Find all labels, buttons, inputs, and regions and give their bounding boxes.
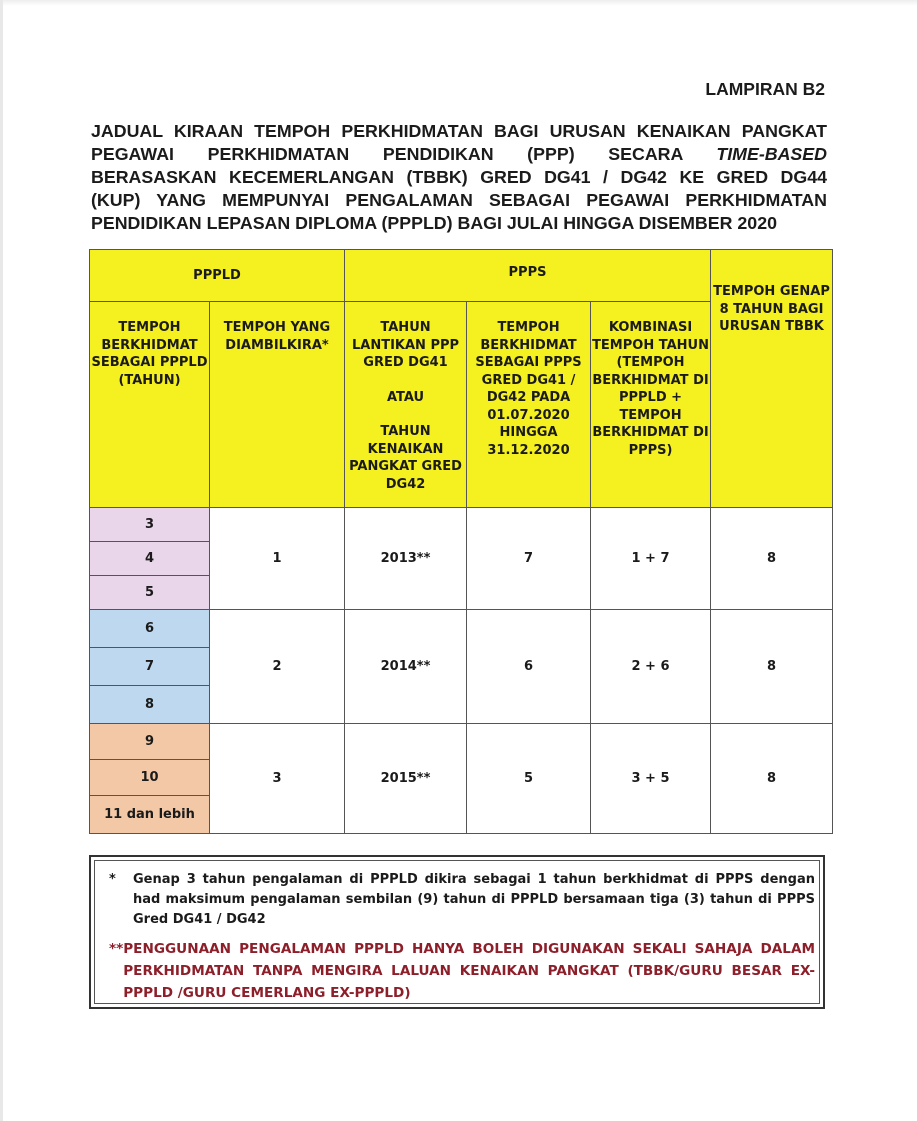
year-cell: 11 dan lebih (90, 796, 210, 834)
header-kombinasi: KOMBINASI TEMPOH TAHUN (TEMPOH BERKHIDMAT DI PPPLD + TEMPOH BERKHIDMAT DI PPPS) (591, 302, 711, 508)
note1-text: Genap 3 tahun pengalaman di PPPLD dikira sebagai 1 tahun berkhidmat di PPPS dengan had maksimum pengalaman sembilan (9) tahun di PPPLD bersamaan tiga (3) tahun di PPPS Gred DG41 / DG42 (133, 872, 815, 927)
header-tahun-lantikan-text: TAHUN LANTIKAN PPP GRED DG41 (351, 320, 460, 370)
table-row (90, 508, 833, 542)
kombinasi-cell: 3 + 5 (591, 724, 711, 834)
year-cell: 9 (90, 724, 210, 760)
group-header-pppld: PPPLD (90, 250, 345, 302)
group-header-ppps: PPPS (345, 250, 711, 302)
year-cell: 3 (90, 508, 210, 542)
tahun-cell: 2014** (345, 610, 467, 724)
genap-cell: 8 (711, 724, 833, 834)
notes-box (89, 855, 825, 1009)
service-period-table (89, 249, 833, 834)
year-cell: 6 (90, 610, 210, 648)
header-tahun-lantikan (345, 302, 467, 508)
year-cell: 5 (90, 576, 210, 610)
year-cell: 10 (90, 760, 210, 796)
title-line-5: PENDIDIKAN LEPASAN DIPLOMA (PPPLD) BAGI JULAI HINGGA DISEMBER 2020 (91, 213, 777, 233)
group-header-row (90, 250, 833, 302)
note1-marker: * (109, 872, 116, 887)
header-tempoh-ppps: TEMPOH BERKHIDMAT SEBAGAI PPPS GRED DG41 / DG42 PADA 01.07.2020 HINGGA 31.12.2020 (467, 302, 591, 508)
year-cell: 4 (90, 542, 210, 576)
title-line-2 (91, 143, 827, 166)
tahun-cell: 2013** (345, 508, 467, 610)
year-cell: 7 (90, 648, 210, 686)
appendix-label: LAMPIRAN B2 (705, 79, 825, 99)
title-time-based: TIME-BASED (716, 144, 827, 164)
diambilkira-cell: 2 (210, 610, 345, 724)
header-tahun-kenaikan: TAHUN KENAIKAN PANGKAT GRED DG42 (349, 424, 462, 492)
year-cell: 8 (90, 686, 210, 724)
ppps-cell: 6 (467, 610, 591, 724)
title-line-2-text: PEGAWAI PERKHIDMATAN PENDIDIKAN (PPP) SECARA (91, 144, 683, 164)
diambilkira-cell: 3 (210, 724, 345, 834)
header-berkhidmat-pppld: TEMPOH BERKHIDMAT SEBAGAI PPPLD (TAHUN) (90, 302, 210, 508)
ppps-cell: 7 (467, 508, 591, 610)
kombinasi-cell: 1 + 7 (591, 508, 711, 610)
table-row (90, 610, 833, 648)
ppps-cell: 5 (467, 724, 591, 834)
note2-marker: ** (109, 941, 124, 957)
scan-edge-top (0, 0, 917, 6)
genap-cell: 8 (711, 508, 833, 610)
title-line-4: (KUP) YANG MEMPUNYAI PENGALAMAN SEBAGAI PEGAWAI PERKHIDMATAN (91, 190, 827, 210)
note-asterisk (109, 870, 815, 930)
scan-edge-left (0, 0, 3, 1121)
header-tempoh-genap: TEMPOH GENAP 8 TAHUN BAGI URUSAN TBBK (711, 250, 833, 508)
tahun-cell: 2015** (345, 724, 467, 834)
notes-inner-frame (94, 860, 820, 1004)
kombinasi-cell: 2 + 6 (591, 610, 711, 724)
title-line-1: JADUAL KIRAAN TEMPOH PERKHIDMATAN BAGI URUSAN KENAIKAN PANGKAT (91, 121, 827, 141)
note2-text: PENGGUNAAN PENGALAMAN PPPLD HANYA BOLEH DIGUNAKAN SEKALI SAHAJA DALAM PERKHIDMATAN TANPA MENGIRA LALUAN KENAIKAN PANGKAT (TBBK/GURU BESAR EX-PPPLD /GURU CEMERLANG EX-PPPLD) (123, 941, 815, 1001)
document-title (91, 120, 827, 235)
title-line-3: BERASASKAN KECEMERLANGAN (TBBK) GRED DG41 / DG42 KE GRED DG44 (91, 167, 827, 187)
header-diambilkira: TEMPOH YANG DIAMBILKIRA* (210, 302, 345, 508)
table-row (90, 724, 833, 760)
header-atau: ATAU (386, 389, 425, 405)
note-double-asterisk (109, 938, 815, 1004)
genap-cell: 8 (711, 610, 833, 724)
diambilkira-cell: 1 (210, 508, 345, 610)
